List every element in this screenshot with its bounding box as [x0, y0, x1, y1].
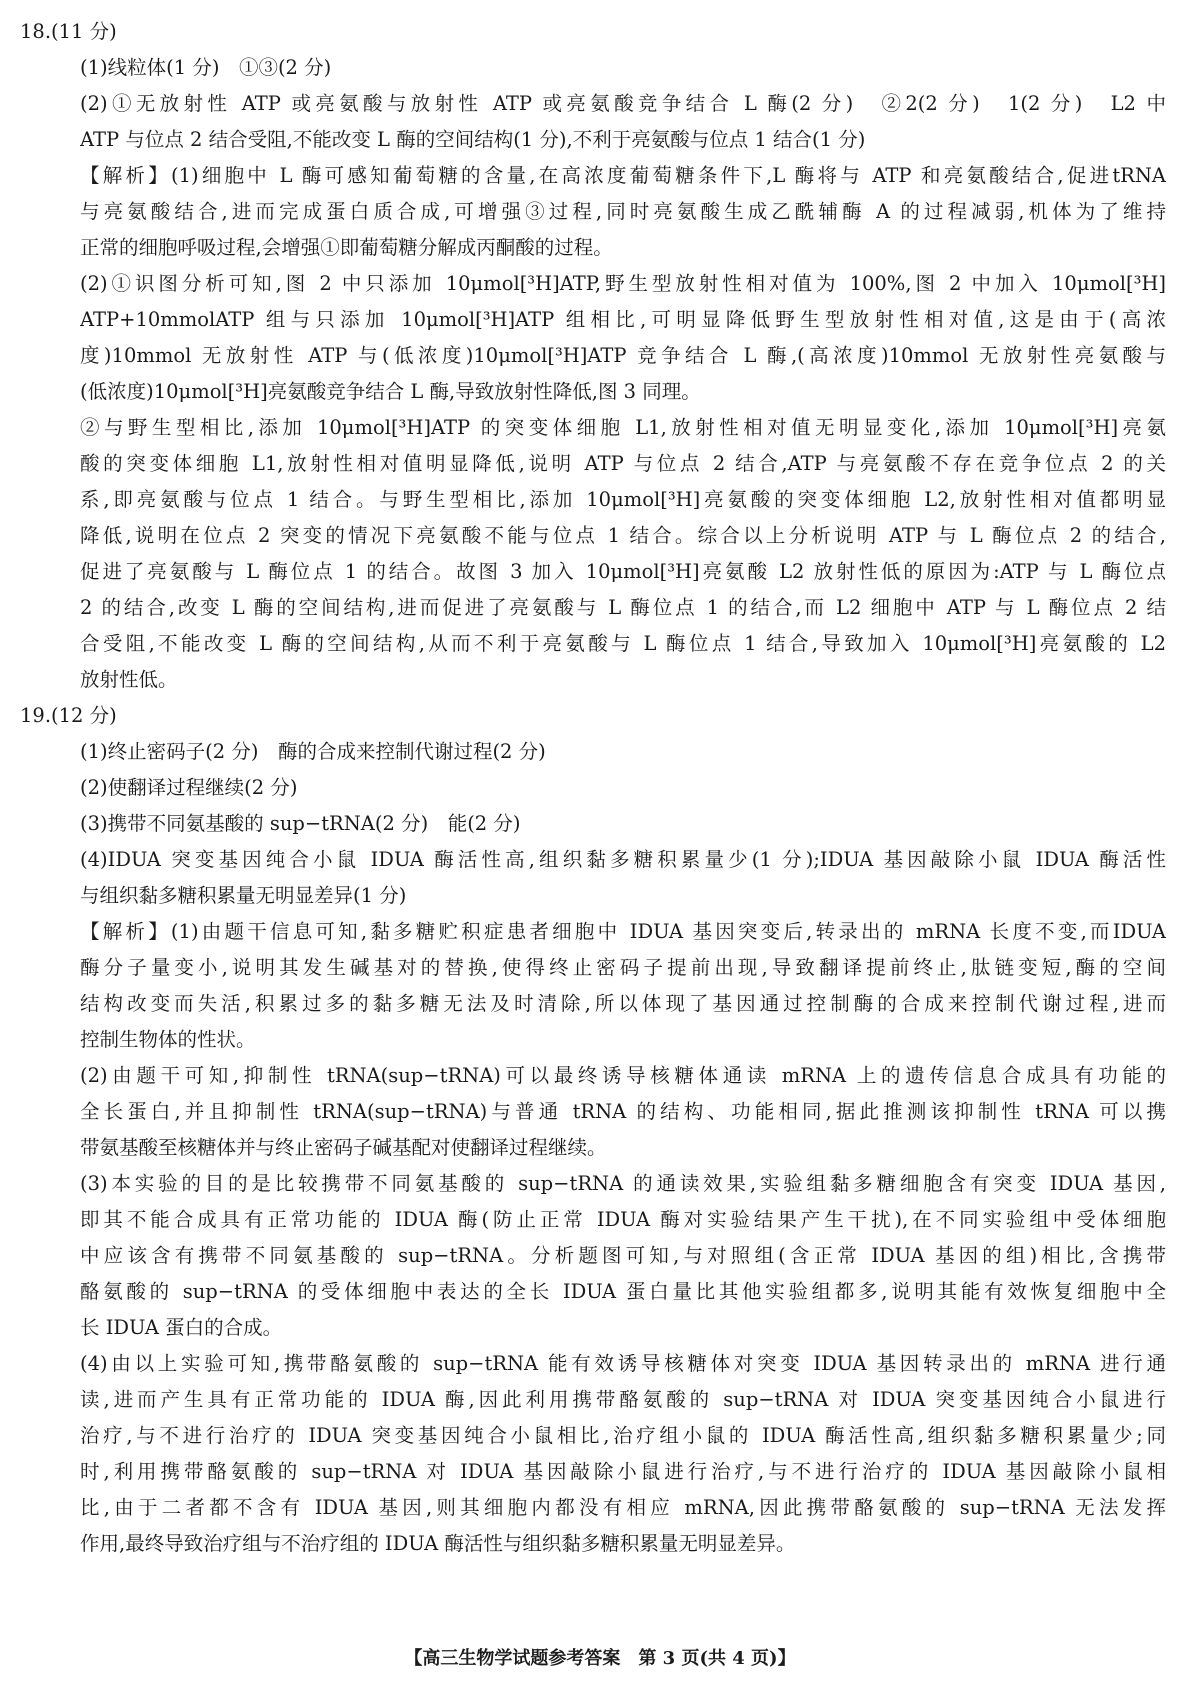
q19-analysis-4-line: 治疗,与不进行治疗的 IDUA 突变基因纯合小鼠相比,治疗组小鼠的 IDUA 酶活性高,组织黏多糖积累量少;同	[80, 1424, 1166, 1447]
q18-analysis-3-line: 合受阻,不能改变 L 酶的空间结构,从而不利于亮氨酸与 L 酶位点 1 结合,导致加入 10μmol[³H]亮氨酸的 L2	[80, 632, 1166, 655]
q18-analysis-2-line: (低浓度)10μmol[³H]亮氨酸竞争结合 L 酶,导致放射性降低,图 3 同理。	[80, 380, 701, 403]
q19-analysis-1-line: 酶分子量变小,说明其发生碱基对的替换,使得终止密码子提前出现,导致翻译提前终止,肽链变短,酶的空间	[80, 956, 1166, 979]
q19-analysis-4-line: 读,进而产生具有正常功能的 IDUA 酶,因此利用携带酪氨酸的 sup−tRNA 对 IDUA 突变基因纯合小鼠进行	[80, 1388, 1166, 1411]
q18-answer-2-line: (2)①无放射性 ATP 或亮氨酸与放射性 ATP 或亮氨酸竞争结合 L 酶(2 分) ②2(2 分) 1(2 分) L2 中	[80, 92, 1166, 115]
q18-answer-2-line: ATP 与位点 2 结合受阻,不能改变 L 酶的空间结构(1 分),不利于亮氨酸与位点 1 结合(1 分)	[80, 128, 866, 151]
q19-answer-3: (3)携带不同氨基酸的 sup−tRNA(2 分) 能(2 分)	[80, 812, 521, 835]
q18-analysis-2-line: (2)①识图分析可知,图 2 中只添加 10μmol[³H]ATP,野生型放射性相对值为 100%,图 2 中加入 10μmol[³H]	[80, 272, 1166, 295]
q19-answer-4-line: 与组织黏多糖积累量无明显差异(1 分)	[80, 884, 407, 907]
q18-analysis-1-line: 【解析】(1)细胞中 L 酶可感知葡萄糖的含量,在高浓度葡萄糖条件下,L 酶将与 ATP 和亮氨酸结合,促进tRNA	[80, 164, 1166, 187]
q19-analysis-1-line: 控制生物体的性状。	[80, 1028, 256, 1051]
q19-analysis-4-line: 作用,最终导致治疗组与不治疗组的 IDUA 酶活性与组织黏多糖积累量无明显差异。	[80, 1532, 796, 1555]
q19-analysis-2-line: 带氨基酸至核糖体并与终止密码子碱基配对使翻译过程继续。	[80, 1136, 607, 1159]
q18-analysis-3-line: 促进了亮氨酸与 L 酶位点 1 的结合。故图 3 加入 10μmol[³H]亮氨酸 L2 放射性低的原因为:ATP 与 L 酶位点	[80, 560, 1166, 583]
q19-analysis-3-line: 中应该含有携带不同氨基酸的 sup−tRNA。分析题图可知,与对照组(含正常 IDUA 基因的组)相比,含携带	[80, 1244, 1166, 1267]
q19-analysis-3-line: (3)本实验的目的是比较携带不同氨基酸的 sup−tRNA 的通读效果,实验组黏多糖细胞含有突变 IDUA 基因,	[80, 1172, 1166, 1195]
q18-answer-1: (1)线粒体(1 分) ①③(2 分)	[80, 56, 332, 79]
q19-heading: 19.(12 分)	[20, 704, 117, 727]
q18-analysis-3-line: 系,即亮氨酸与位点 1 结合。与野生型相比,添加 10μmol[³H]亮氨酸的突变体细胞 L2,放射性相对值都明显	[80, 488, 1166, 511]
q18-analysis-3-line: ②与野生型相比,添加 10μmol[³H]ATP 的突变体细胞 L1,放射性相对值无明显变化,添加 10μmol[³H]亮氨	[80, 416, 1166, 439]
q19-answer-4-line: (4)IDUA 突变基因纯合小鼠 IDUA 酶活性高,组织黏多糖积累量少(1 分);IDUA 基因敲除小鼠 IDUA 酶活性	[80, 848, 1166, 871]
q19-answer-2: (2)使翻译过程继续(2 分)	[80, 776, 298, 799]
q19-analysis-4-line: 比,由于二者都不含有 IDUA 基因,则其细胞内都没有相应 mRNA,因此携带酪氨酸的 sup−tRNA 无法发挥	[80, 1496, 1166, 1519]
q18-analysis-3-line: 酸的突变体细胞 L1,放射性相对值明显降低,说明 ATP 与位点 2 结合,ATP 与亮氨酸不存在竞争位点 2 的关	[80, 452, 1166, 475]
q18-analysis-2-line: ATP+10mmolATP 组与只添加 10μmol[³H]ATP 组相比,可明显降低野生型放射性相对值,这是由于(高浓	[80, 308, 1166, 331]
q19-analysis-3-line: 即其不能合成具有正常功能的 IDUA 酶(防止正常 IDUA 酶对实验结果产生干扰),在不同实验组中受体细胞	[80, 1208, 1166, 1231]
page-footer: 【高三生物学试题参考答案 第 3 页(共 4 页)】	[404, 1648, 796, 1669]
q19-answer-1: (1)终止密码子(2 分) 酶的合成来控制代谢过程(2 分)	[80, 740, 546, 763]
q18-analysis-1-line: 正常的细胞呼吸过程,会增强①即葡萄糖分解成丙酮酸的过程。	[80, 236, 613, 259]
q18-analysis-3-line: 降低,说明在位点 2 突变的情况下亮氨酸不能与位点 1 结合。综合以上分析说明 ATP 与 L 酶位点 2 的结合,	[80, 524, 1166, 547]
q18-heading: 18.(11 分)	[20, 20, 117, 43]
q19-analysis-1-line: 【解析】(1)由题干信息可知,黏多糖贮积症患者细胞中 IDUA 基因突变后,转录出的 mRNA 长度不变,而IDUA	[80, 920, 1166, 943]
q19-analysis-4-line: 时,利用携带酪氨酸的 sup−tRNA 对 IDUA 基因敲除小鼠进行治疗,与不进行治疗的 IDUA 基因敲除小鼠相	[80, 1460, 1166, 1483]
q19-analysis-4-line: (4)由以上实验可知,携带酪氨酸的 sup−tRNA 能有效诱导核糖体对突变 IDUA 基因转录出的 mRNA 进行通	[80, 1352, 1166, 1375]
q19-analysis-2-line: 全长蛋白,并且抑制性 tRNA(sup−tRNA)与普通 tRNA 的结构、功能相同,据此推测该抑制性 tRNA 可以携	[80, 1100, 1166, 1123]
q19-analysis-3-line: 长 IDUA 蛋白的合成。	[80, 1316, 283, 1339]
q18-analysis-1-line: 与亮氨酸结合,进而完成蛋白质合成,可增强③过程,同时亮氨酸生成乙酰辅酶 A 的过程减弱,机体为了维持	[80, 200, 1166, 223]
q19-analysis-1-line: 结构改变而失活,积累过多的黏多糖无法及时清除,所以体现了基因通过控制酶的合成来控制代谢过程,进而	[80, 992, 1166, 1015]
q18-analysis-3-line: 2 的结合,改变 L 酶的空间结构,进而促进了亮氨酸与 L 酶位点 1 的结合,而 L2 细胞中 ATP 与 L 酶位点 2 结	[80, 596, 1166, 619]
q19-analysis-2-line: (2)由题干可知,抑制性 tRNA(sup−tRNA)可以最终诱导核糖体通读 mRNA 上的遗传信息合成具有功能的	[80, 1064, 1166, 1087]
q18-analysis-3-line: 放射性低。	[80, 668, 178, 691]
q18-analysis-2-line: 度)10mmol 无放射性 ATP 与(低浓度)10μmol[³H]ATP 竞争结合 L 酶,(高浓度)10mmol 无放射性亮氨酸与	[80, 344, 1166, 367]
q19-analysis-3-line: 酪氨酸的 sup−tRNA 的受体细胞中表达的全长 IDUA 蛋白量比其他实验组都多,说明其能有效恢复细胞中全	[80, 1280, 1166, 1303]
